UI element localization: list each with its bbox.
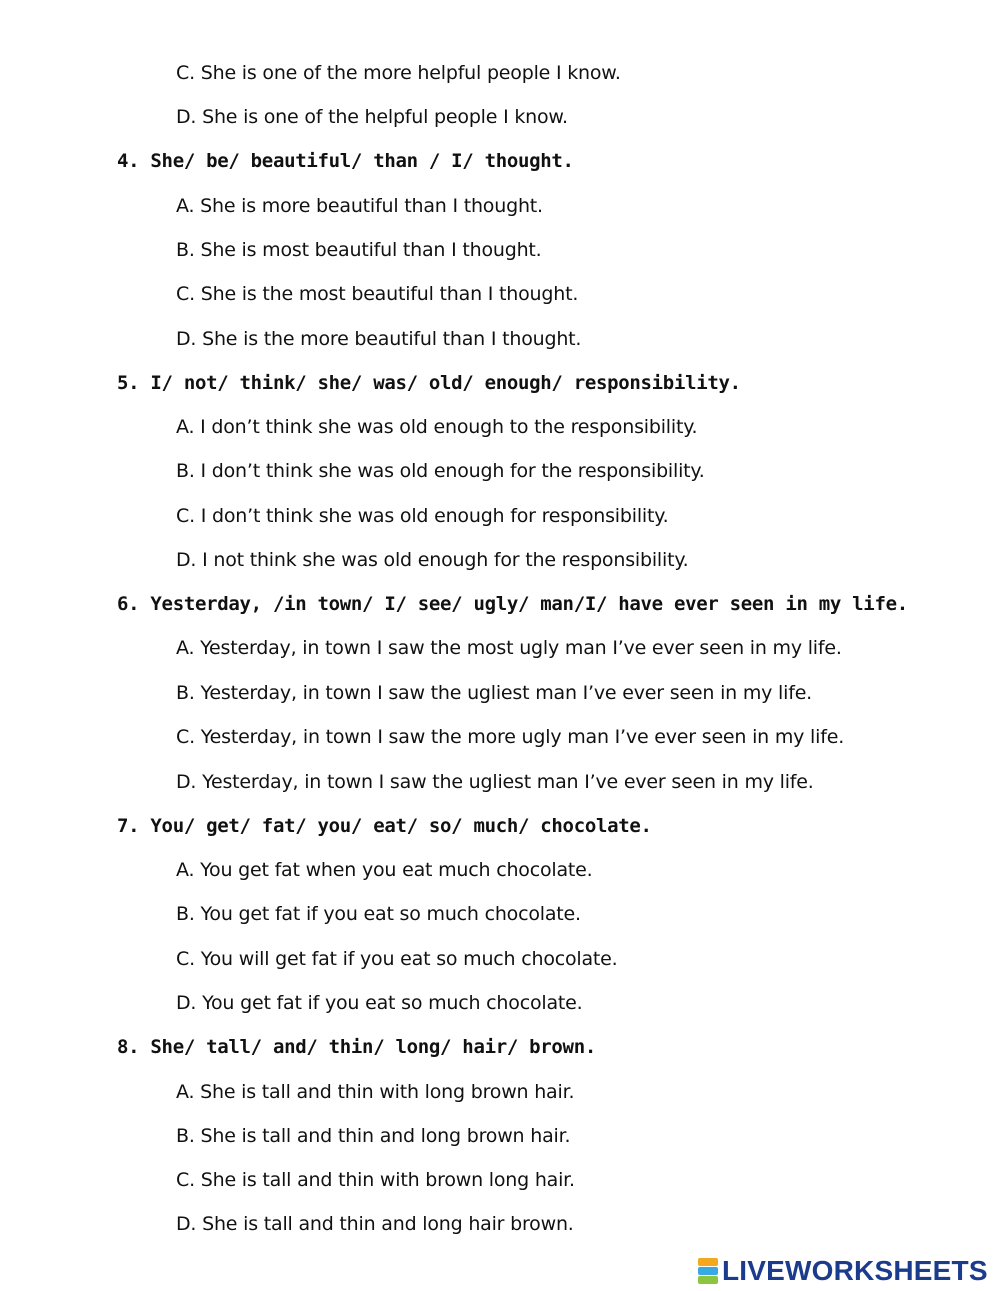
option-6a: A. Yesterday, in town I saw the most ugly man I’ve ever seen in my life. xyxy=(176,637,842,659)
option-5d: D. I not think she was old enough for the responsibility. xyxy=(176,549,689,571)
option-4d: D. She is the more beautiful than I thought. xyxy=(176,328,582,350)
option-3d: D. She is one of the helpful people I know. xyxy=(176,106,568,128)
option-6d: D. Yesterday, in town I saw the ugliest man I’ve ever seen in my life. xyxy=(176,771,814,793)
option-8c: C. She is tall and thin with brown long hair. xyxy=(176,1169,575,1191)
option-8a: A. She is tall and thin with long brown hair. xyxy=(176,1081,575,1103)
option-8b: B. She is tall and thin and long brown hair. xyxy=(176,1125,571,1147)
question-5: 5. I/ not/ think/ she/ was/ old/ enough/ responsibility. xyxy=(117,372,741,394)
option-7a: A. You get fat when you eat much chocolate. xyxy=(176,859,593,881)
question-8: 8. She/ tall/ and/ thin/ long/ hair/ brown. xyxy=(117,1036,596,1058)
option-7c: C. You will get fat if you eat so much chocolate. xyxy=(176,948,618,970)
question-7: 7. You/ get/ fat/ you/ eat/ so/ much/ chocolate. xyxy=(117,815,652,837)
logo-block-middle xyxy=(698,1267,718,1275)
option-5a: A. I don’t think she was old enough to the responsibility. xyxy=(176,416,698,438)
option-4b: B. She is most beautiful than I thought. xyxy=(176,239,542,261)
logo-block-top xyxy=(698,1258,718,1266)
option-4a: A. She is more beautiful than I thought. xyxy=(176,195,543,217)
option-7d: D. You get fat if you eat so much chocolate. xyxy=(176,992,583,1014)
question-4: 4. She/ be/ beautiful/ than / I/ thought. xyxy=(117,150,574,172)
liveworksheets-logo xyxy=(698,1256,988,1286)
liveworksheets-logo-text: LIVEWORKSHEETS xyxy=(722,1255,988,1286)
logo-block-bottom xyxy=(698,1276,718,1284)
option-6c: C. Yesterday, in town I saw the more ugly man I’ve ever seen in my life. xyxy=(176,726,845,748)
option-4c: C. She is the most beautiful than I thought. xyxy=(176,283,579,305)
question-6: 6. Yesterday, /in town/ I/ see/ ugly/ man/I/ have ever seen in my life. xyxy=(117,593,908,615)
option-5b: B. I don’t think she was old enough for the responsibility. xyxy=(176,460,705,482)
option-7b: B. You get fat if you eat so much chocolate. xyxy=(176,903,581,925)
liveworksheets-logo-icon xyxy=(698,1258,718,1284)
option-6b: B. Yesterday, in town I saw the ugliest man I’ve ever seen in my life. xyxy=(176,682,813,704)
option-5c: C. I don’t think she was old enough for responsibility. xyxy=(176,505,669,527)
option-3c: C. She is one of the more helpful people I know. xyxy=(176,62,621,84)
option-8d: D. She is tall and thin and long hair brown. xyxy=(176,1213,574,1235)
